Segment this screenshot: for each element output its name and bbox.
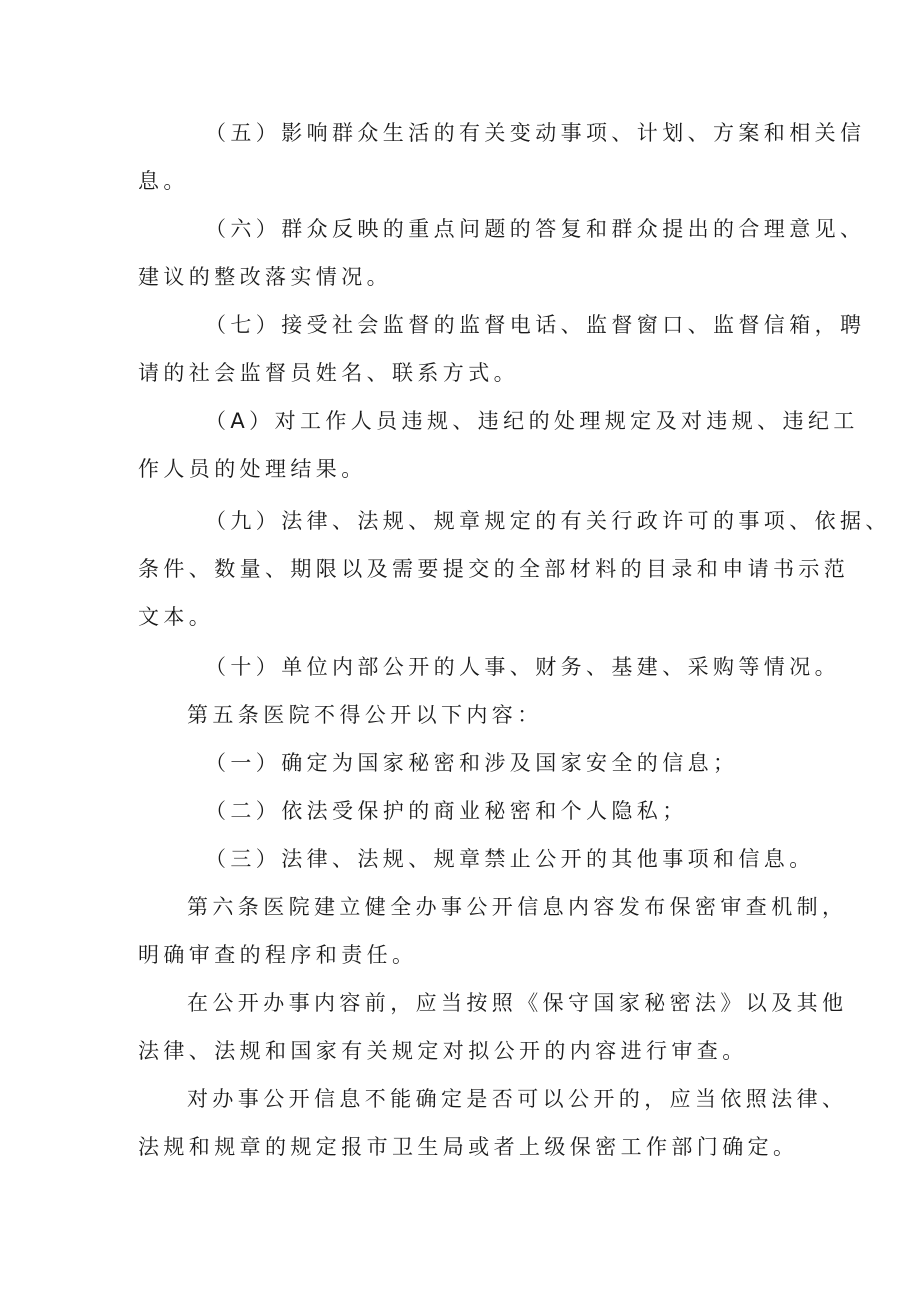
paragraph-5-line-2: 息。 <box>138 169 189 193</box>
paragraph-9-line-2: 条件、数量、期限以及需要提交的全部材料的目录和申请书示范 <box>138 557 850 581</box>
paragraph-8-line-1: （A）对工作人员违规、违纪的处理规定及对违规、违纪工 <box>205 409 859 433</box>
article-5-item-3: （三）法律、法规、规章禁止公开的其他事项和信息。 <box>205 847 815 871</box>
uncertain-info-paragraph-line-1: 对办事公开信息不能确定是否可以公开的，应当依照法律、 <box>187 1087 848 1111</box>
article-5-heading: 第五条医院不得公开以下内容： <box>187 703 543 727</box>
paragraph-9-line-1: （九）法律、法规、规章规定的有关行政许可的事项、依据、 <box>205 509 891 533</box>
paragraph-9-line-3: 文本。 <box>138 605 215 629</box>
paragraph-7-line-2: 请的社会监督员姓名、联系方式。 <box>138 361 519 385</box>
uncertain-info-paragraph-line-2: 法规和规章的规定报市卫生局或者上级保密工作部门确定。 <box>138 1135 799 1159</box>
article-6-line-2: 明确审查的程序和责任。 <box>138 943 418 967</box>
review-paragraph-line-2: 法律、法规和国家有关规定对拟公开的内容进行审查。 <box>138 1039 748 1063</box>
paragraph-7-line-1: （七）接受社会监督的监督电话、监督窗口、监督信箱，聘 <box>205 313 866 337</box>
article-5-item-2: （二）依法受保护的商业秘密和个人隐私； <box>205 799 688 823</box>
review-paragraph-line-1: 在公开办事内容前，应当按照《保守国家秘密法》以及其他 <box>187 991 848 1015</box>
paragraph-6-line-2: 建议的整改落实情况。 <box>138 265 392 289</box>
paragraph-10-line-1: （十）单位内部公开的人事、财务、基建、采购等情况。 <box>205 655 840 679</box>
paragraph-5-line-1: （五）影响群众生活的有关变动事项、计划、方案和相关信 <box>205 121 866 145</box>
article-6-line-1: 第六条医院建立健全办事公开信息内容发布保密审查机制， <box>187 895 848 919</box>
article-5-item-1: （一）确定为国家秘密和涉及国家安全的信息； <box>205 751 739 775</box>
paragraph-6-line-1: （六）群众反映的重点问题的答复和群众提出的合理意见、 <box>205 217 866 241</box>
paragraph-8-line-2: 作人员的处理结果。 <box>138 457 367 481</box>
